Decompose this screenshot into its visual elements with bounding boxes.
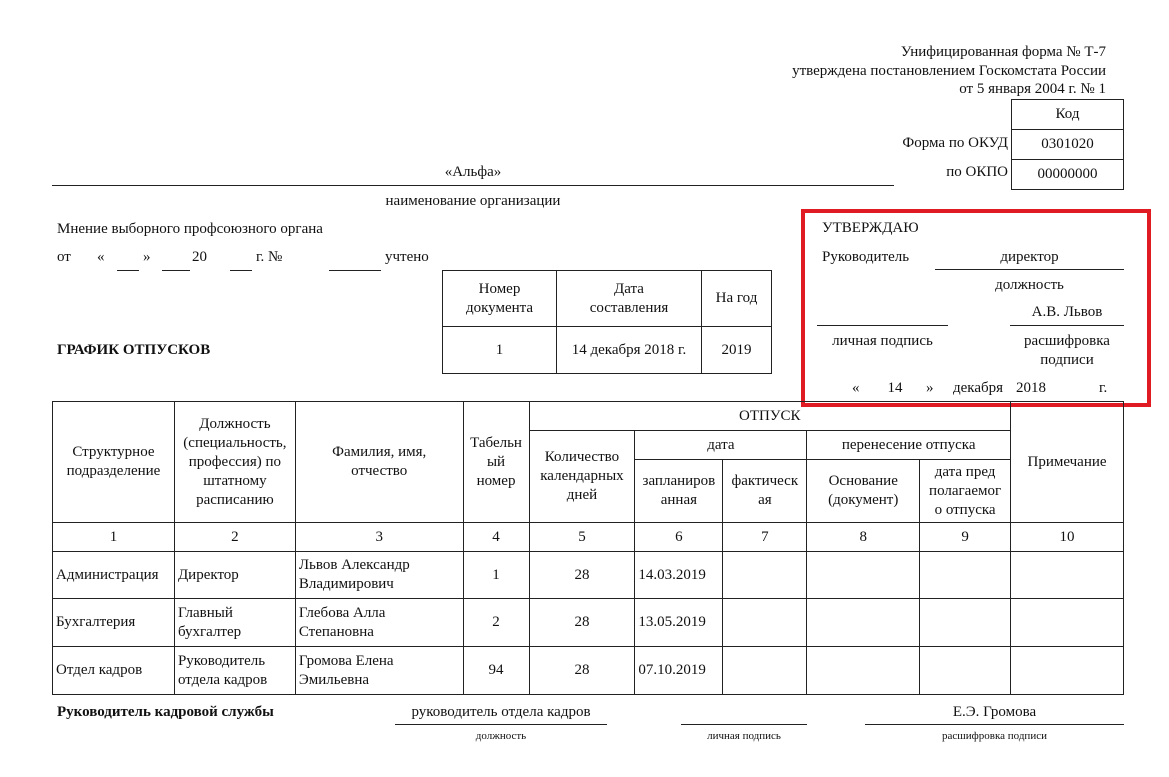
cell-reason [807, 552, 920, 599]
union-from: от [57, 249, 71, 265]
approval-decode-caption-1: расшифровка [1024, 333, 1110, 349]
cell-actual [723, 647, 807, 695]
header-expected: дата пред полагаемог о отпуска [920, 460, 1011, 523]
column-number: 5 [529, 523, 635, 552]
cell-planned: 14.03.2019 [635, 552, 723, 599]
header-planned: запланиров анная [635, 460, 723, 523]
cell-expected [920, 599, 1011, 647]
cell-actual [723, 552, 807, 599]
union-quote-close: » [143, 249, 151, 265]
codes-table [1011, 99, 1124, 190]
column-number: 4 [463, 523, 529, 552]
header-tabnum: Табельн ый номер [463, 402, 529, 523]
column-number: 1 [53, 523, 175, 552]
approval-year-suffix: г. [1099, 380, 1108, 396]
organization-name: «Альфа» [444, 164, 502, 180]
approval-day: 14 [887, 380, 903, 396]
union-year-line [230, 270, 252, 271]
union-year-suffix: г. № [256, 249, 283, 265]
hr-signature-caption: личная подпись [707, 730, 781, 742]
okud-value: 0301020 [1012, 130, 1124, 160]
cell-name: Львов Александр Владимирович [295, 552, 463, 599]
hr-head-label: Руководитель кадровой службы [57, 704, 274, 720]
cell-days: 28 [529, 552, 635, 599]
header-vacation: ОТПУСК [529, 402, 1011, 431]
approval-name-value: А.В. Львов [1031, 304, 1103, 320]
header-transfer: перенесение отпуска [807, 431, 1011, 460]
header-date: дата [635, 431, 807, 460]
doc-number-header: Номер документа [443, 271, 557, 327]
approval-year: 2018 [1016, 380, 1046, 396]
cell-name: Громова Елена Эмильевна [295, 647, 463, 695]
union-year-prefix: 20 [192, 249, 207, 265]
cell-planned: 07.10.2019 [635, 647, 723, 695]
cell-position: Директор [174, 552, 295, 599]
cell-tabnum: 1 [463, 552, 529, 599]
form-line-2: утверждена постановлением Госкомстата России [792, 63, 1106, 79]
cell-planned: 13.05.2019 [635, 599, 723, 647]
cell-tabnum: 2 [463, 599, 529, 647]
header-note: Примечание [1011, 402, 1124, 523]
column-number: 8 [807, 523, 920, 552]
header-name: Фамилия, имя, отчество [295, 402, 463, 523]
approval-head-label: Руководитель [822, 249, 910, 265]
cell-tabnum: 94 [463, 647, 529, 695]
cell-note [1011, 647, 1124, 695]
column-numbers-row [53, 523, 1124, 552]
doc-year-value: 2019 [702, 327, 772, 374]
header-position: Должность (специальность, профессия) по штатному расписанию [174, 402, 295, 523]
doc-year-header: На год [702, 271, 772, 327]
cell-position: Главный бухгалтер [174, 599, 295, 647]
union-opinion-label: Мнение выборного профсоюзного органа [57, 221, 323, 237]
hr-position-caption: должность [475, 730, 527, 742]
cell-division: Администрация [53, 552, 175, 599]
approval-quote-close: » [926, 380, 934, 396]
cell-position: Руководитель отдела кадров [174, 647, 295, 695]
cell-reason [807, 647, 920, 695]
okpo-label: по ОКПО [946, 164, 1008, 180]
approval-signature-line [817, 325, 948, 326]
approval-position-line [935, 269, 1124, 270]
approval-month: декабря [953, 380, 1004, 396]
union-quote-open: « [97, 249, 105, 265]
organization-caption: наименование организации [385, 193, 561, 209]
header-division: Структурное подразделение [53, 402, 175, 523]
doc-date-header: Дата составления [557, 271, 702, 327]
approval-decode-caption-2: подписи [1040, 352, 1094, 368]
hr-decode-caption: расшифровка подписи [942, 730, 1047, 742]
header-actual: фактическ ая [723, 460, 807, 523]
form-line-3: от 5 января 2004 г. № 1 [959, 81, 1106, 97]
table-row [53, 599, 1124, 647]
document-title: ГРАФИК ОТПУСКОВ [57, 342, 211, 358]
cell-note [1011, 552, 1124, 599]
hr-position-line [395, 724, 607, 725]
doc-number-value: 1 [443, 327, 557, 374]
union-day-line [117, 270, 139, 271]
cell-reason [807, 599, 920, 647]
union-considered: учтено [385, 249, 429, 265]
okud-label: Форма по ОКУД [902, 135, 1008, 151]
column-number: 6 [635, 523, 723, 552]
union-number-line [329, 270, 381, 271]
column-number: 2 [174, 523, 295, 552]
approval-position-value: директор [1000, 249, 1059, 265]
cell-actual [723, 599, 807, 647]
approval-position-caption: должность [995, 277, 1064, 293]
cell-days: 28 [529, 599, 635, 647]
header-reason: Основание (документ) [807, 460, 920, 523]
approval-title: УТВЕРЖДАЮ [822, 220, 919, 236]
hr-name-line [865, 724, 1124, 725]
table-row [53, 647, 1124, 695]
cell-division: Бухгалтерия [53, 599, 175, 647]
column-number: 3 [295, 523, 463, 552]
column-number: 7 [723, 523, 807, 552]
cell-name: Глебова Алла Степановна [295, 599, 463, 647]
cell-note [1011, 599, 1124, 647]
hr-name-value: Е.Э. Громова [952, 704, 1037, 720]
approval-quote-open: « [852, 380, 860, 396]
hr-signature-line [681, 724, 807, 725]
vacation-schedule-table [52, 401, 1124, 695]
header-days: Количество календарных дней [529, 431, 635, 523]
kod-header: Код [1012, 100, 1124, 130]
cell-division: Отдел кадров [53, 647, 175, 695]
column-number: 10 [1011, 523, 1124, 552]
column-number: 9 [920, 523, 1011, 552]
cell-expected [920, 552, 1011, 599]
approval-signature-caption: личная подпись [832, 333, 933, 349]
organization-line [52, 185, 894, 186]
hr-position-value: руководитель отдела кадров [411, 704, 591, 720]
approval-name-line [1010, 325, 1124, 326]
okpo-value: 00000000 [1012, 160, 1124, 190]
union-month-line [162, 270, 190, 271]
table-row [53, 552, 1124, 599]
cell-expected [920, 647, 1011, 695]
cell-days: 28 [529, 647, 635, 695]
document-info-table [442, 270, 772, 374]
form-line-1: Унифицированная форма № Т-7 [900, 44, 1106, 60]
doc-date-value: 14 декабря 2018 г. [557, 327, 702, 374]
